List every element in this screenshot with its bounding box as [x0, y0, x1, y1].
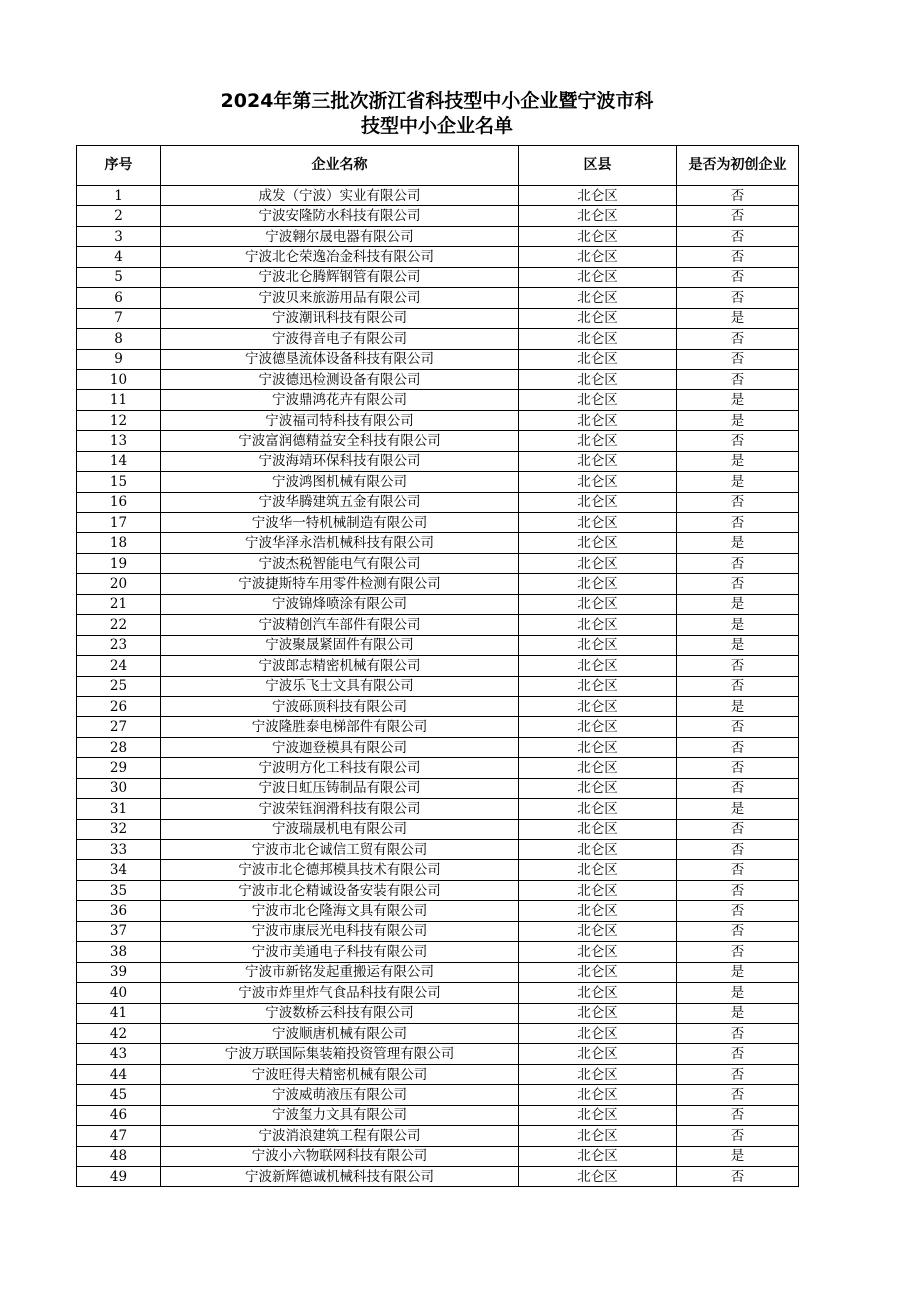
- cell-is-startup: 否: [677, 901, 799, 921]
- cell-serial-number: 36: [77, 901, 161, 921]
- cell-company-name: 宁波迦登模具有限公司: [161, 737, 519, 757]
- cell-is-startup: 否: [677, 553, 799, 573]
- table-row: [77, 717, 799, 737]
- cell-is-startup: 否: [677, 1085, 799, 1105]
- cell-company-name: 宁波乐飞士文具有限公司: [161, 676, 519, 696]
- table-row: [77, 410, 799, 430]
- table-row: [77, 369, 799, 389]
- cell-company-name: 宁波锦烽喷涂有限公司: [161, 594, 519, 614]
- table-row: [77, 594, 799, 614]
- cell-district: 北仑区: [519, 778, 677, 798]
- header-serial-number: 序号: [77, 146, 161, 186]
- table-row: [77, 349, 799, 369]
- cell-district: 北仑区: [519, 329, 677, 349]
- cell-is-startup: 否: [677, 1105, 799, 1125]
- cell-is-startup: 是: [677, 308, 799, 328]
- table-row: [77, 942, 799, 962]
- cell-serial-number: 9: [77, 349, 161, 369]
- cell-serial-number: 47: [77, 1126, 161, 1146]
- cell-is-startup: 是: [677, 1003, 799, 1023]
- cell-serial-number: 43: [77, 1044, 161, 1064]
- cell-serial-number: 28: [77, 737, 161, 757]
- table-row: [77, 880, 799, 900]
- cell-is-startup: 是: [677, 983, 799, 1003]
- cell-district: 北仑区: [519, 635, 677, 655]
- cell-serial-number: 19: [77, 553, 161, 573]
- cell-district: 北仑区: [519, 226, 677, 246]
- table-row: [77, 696, 799, 716]
- cell-is-startup: 是: [677, 472, 799, 492]
- cell-is-startup: 否: [677, 513, 799, 533]
- cell-district: 北仑区: [519, 410, 677, 430]
- cell-is-startup: 否: [677, 1126, 799, 1146]
- cell-district: 北仑区: [519, 451, 677, 471]
- cell-company-name: 宁波顺唐机械有限公司: [161, 1023, 519, 1043]
- cell-is-startup: 是: [677, 696, 799, 716]
- table-row: [77, 1003, 799, 1023]
- table-row: [77, 737, 799, 757]
- cell-is-startup: 是: [677, 594, 799, 614]
- table-row: [77, 983, 799, 1003]
- cell-company-name: 宁波市新铭发起重搬运有限公司: [161, 962, 519, 982]
- cell-district: 北仑区: [519, 369, 677, 389]
- cell-district: 北仑区: [519, 574, 677, 594]
- cell-is-startup: 否: [677, 1023, 799, 1043]
- cell-company-name: 宁波鼎鸿花卉有限公司: [161, 390, 519, 410]
- table-body: [77, 186, 799, 1187]
- cell-district: 北仑区: [519, 1105, 677, 1125]
- cell-is-startup: 否: [677, 942, 799, 962]
- cell-district: 北仑区: [519, 1085, 677, 1105]
- cell-is-startup: 否: [677, 247, 799, 267]
- table-row: [77, 840, 799, 860]
- cell-serial-number: 44: [77, 1064, 161, 1084]
- cell-company-name: 宁波明方化工科技有限公司: [161, 758, 519, 778]
- cell-serial-number: 18: [77, 533, 161, 553]
- cell-company-name: 宁波市炸里炸气食品科技有限公司: [161, 983, 519, 1003]
- cell-serial-number: 35: [77, 880, 161, 900]
- cell-is-startup: 是: [677, 390, 799, 410]
- cell-serial-number: 25: [77, 676, 161, 696]
- cell-company-name: 宁波旺得夫精密机械有限公司: [161, 1064, 519, 1084]
- cell-company-name: 宁波砾顶科技有限公司: [161, 696, 519, 716]
- cell-serial-number: 8: [77, 329, 161, 349]
- cell-company-name: 宁波翱尔晟电器有限公司: [161, 226, 519, 246]
- cell-company-name: 宁波华一特机械制造有限公司: [161, 513, 519, 533]
- cell-district: 北仑区: [519, 799, 677, 819]
- table-row: [77, 574, 799, 594]
- cell-district: 北仑区: [519, 186, 677, 206]
- table-row: [77, 206, 799, 226]
- cell-district: 北仑区: [519, 880, 677, 900]
- cell-company-name: 宁波德垦流体设备科技有限公司: [161, 349, 519, 369]
- cell-serial-number: 30: [77, 778, 161, 798]
- cell-company-name: 宁波市美通电子科技有限公司: [161, 942, 519, 962]
- table-row: [77, 1044, 799, 1064]
- cell-district: 北仑区: [519, 1126, 677, 1146]
- cell-serial-number: 40: [77, 983, 161, 1003]
- cell-company-name: 宁波捷斯特车用零件检测有限公司: [161, 574, 519, 594]
- cell-serial-number: 7: [77, 308, 161, 328]
- cell-serial-number: 14: [77, 451, 161, 471]
- cell-serial-number: 1: [77, 186, 161, 206]
- cell-company-name: 宁波福司特科技有限公司: [161, 410, 519, 430]
- cell-serial-number: 45: [77, 1085, 161, 1105]
- cell-serial-number: 37: [77, 921, 161, 941]
- table-row: [77, 1023, 799, 1043]
- cell-serial-number: 31: [77, 799, 161, 819]
- cell-is-startup: 否: [677, 288, 799, 308]
- table-row: [77, 921, 799, 941]
- cell-serial-number: 24: [77, 656, 161, 676]
- cell-serial-number: 41: [77, 1003, 161, 1023]
- table-row: [77, 799, 799, 819]
- cell-is-startup: 否: [677, 717, 799, 737]
- cell-serial-number: 4: [77, 247, 161, 267]
- cell-company-name: 宁波德迅检测设备有限公司: [161, 369, 519, 389]
- cell-company-name: 宁波聚晟紧固件有限公司: [161, 635, 519, 655]
- table-row: [77, 431, 799, 451]
- cell-company-name: 宁波新辉德诚机械科技有限公司: [161, 1167, 519, 1187]
- cell-serial-number: 46: [77, 1105, 161, 1125]
- cell-district: 北仑区: [519, 983, 677, 1003]
- cell-company-name: 宁波华腾建筑五金有限公司: [161, 492, 519, 512]
- table-row: [77, 635, 799, 655]
- header-is-startup: 是否为初创企业: [677, 146, 799, 186]
- cell-district: 北仑区: [519, 1003, 677, 1023]
- table-row: [77, 308, 799, 328]
- cell-is-startup: 是: [677, 615, 799, 635]
- cell-is-startup: 否: [677, 921, 799, 941]
- cell-district: 北仑区: [519, 901, 677, 921]
- cell-district: 北仑区: [519, 840, 677, 860]
- cell-serial-number: 17: [77, 513, 161, 533]
- table-row: [77, 615, 799, 635]
- cell-district: 北仑区: [519, 1064, 677, 1084]
- cell-is-startup: 否: [677, 1167, 799, 1187]
- table-header: [77, 146, 799, 186]
- cell-serial-number: 42: [77, 1023, 161, 1043]
- cell-district: 北仑区: [519, 942, 677, 962]
- table-row: [77, 226, 799, 246]
- cell-is-startup: 否: [677, 1064, 799, 1084]
- cell-company-name: 宁波得音电子有限公司: [161, 329, 519, 349]
- cell-serial-number: 11: [77, 390, 161, 410]
- cell-serial-number: 15: [77, 472, 161, 492]
- cell-serial-number: 2: [77, 206, 161, 226]
- cell-is-startup: 否: [677, 737, 799, 757]
- cell-serial-number: 29: [77, 758, 161, 778]
- cell-serial-number: 5: [77, 267, 161, 287]
- cell-district: 北仑区: [519, 717, 677, 737]
- cell-company-name: 宁波万联国际集装箱投资管理有限公司: [161, 1044, 519, 1064]
- cell-company-name: 宁波瑞晟机电有限公司: [161, 819, 519, 839]
- document-title-line-2: 技型中小企业名单: [360, 115, 513, 137]
- cell-company-name: 宁波市北仑诚信工贸有限公司: [161, 840, 519, 860]
- table-row: [77, 901, 799, 921]
- table-row: [77, 1105, 799, 1125]
- cell-district: 北仑区: [519, 860, 677, 880]
- cell-is-startup: 否: [677, 656, 799, 676]
- cell-is-startup: 否: [677, 758, 799, 778]
- cell-district: 北仑区: [519, 1023, 677, 1043]
- cell-district: 北仑区: [519, 553, 677, 573]
- cell-is-startup: 否: [677, 186, 799, 206]
- cell-company-name: 宁波小六物联网科技有限公司: [161, 1146, 519, 1166]
- table-row: [77, 390, 799, 410]
- cell-district: 北仑区: [519, 533, 677, 553]
- header-company-name: 企业名称: [161, 146, 519, 186]
- table-row: [77, 860, 799, 880]
- table-row: [77, 819, 799, 839]
- cell-serial-number: 21: [77, 594, 161, 614]
- cell-is-startup: 否: [677, 778, 799, 798]
- cell-district: 北仑区: [519, 758, 677, 778]
- cell-serial-number: 16: [77, 492, 161, 512]
- cell-is-startup: 否: [677, 860, 799, 880]
- cell-serial-number: 23: [77, 635, 161, 655]
- cell-district: 北仑区: [519, 737, 677, 757]
- table-row: [77, 288, 799, 308]
- cell-district: 北仑区: [519, 513, 677, 533]
- cell-is-startup: 否: [677, 267, 799, 287]
- cell-district: 北仑区: [519, 390, 677, 410]
- cell-company-name: 宁波威萌液压有限公司: [161, 1085, 519, 1105]
- cell-company-name: 宁波华泽永浩机械科技有限公司: [161, 533, 519, 553]
- cell-serial-number: 10: [77, 369, 161, 389]
- cell-company-name: 宁波玺力文具有限公司: [161, 1105, 519, 1125]
- table-row: [77, 553, 799, 573]
- cell-company-name: 成发（宁波）实业有限公司: [161, 186, 519, 206]
- table-row: [77, 676, 799, 696]
- cell-district: 北仑区: [519, 431, 677, 451]
- cell-is-startup: 否: [677, 329, 799, 349]
- cell-district: 北仑区: [519, 594, 677, 614]
- cell-is-startup: 否: [677, 492, 799, 512]
- cell-is-startup: 是: [677, 799, 799, 819]
- cell-is-startup: 是: [677, 533, 799, 553]
- cell-company-name: 宁波数桥云科技有限公司: [161, 1003, 519, 1023]
- cell-is-startup: 是: [677, 635, 799, 655]
- cell-is-startup: 否: [677, 431, 799, 451]
- cell-company-name: 宁波郎志精密机械有限公司: [161, 656, 519, 676]
- table-row: [77, 1167, 799, 1187]
- cell-serial-number: 27: [77, 717, 161, 737]
- cell-company-name: 宁波精创汽车部件有限公司: [161, 615, 519, 635]
- table-row: [77, 492, 799, 512]
- cell-company-name: 宁波市北仑德邦模具技术有限公司: [161, 860, 519, 880]
- table-row: [77, 778, 799, 798]
- cell-company-name: 宁波北仑荣逸冶金科技有限公司: [161, 247, 519, 267]
- cell-is-startup: 否: [677, 206, 799, 226]
- cell-serial-number: 33: [77, 840, 161, 860]
- cell-company-name: 宁波潮讯科技有限公司: [161, 308, 519, 328]
- cell-district: 北仑区: [519, 1044, 677, 1064]
- cell-serial-number: 22: [77, 615, 161, 635]
- cell-is-startup: 否: [677, 880, 799, 900]
- cell-company-name: 宁波市北仑隆海文具有限公司: [161, 901, 519, 921]
- cell-serial-number: 34: [77, 860, 161, 880]
- cell-company-name: 宁波荣钰润滑科技有限公司: [161, 799, 519, 819]
- cell-district: 北仑区: [519, 615, 677, 635]
- cell-company-name: 宁波杰税智能电气有限公司: [161, 553, 519, 573]
- cell-district: 北仑区: [519, 472, 677, 492]
- cell-district: 北仑区: [519, 921, 677, 941]
- cell-company-name: 宁波隆胜泰电梯部件有限公司: [161, 717, 519, 737]
- table-row: [77, 186, 799, 206]
- cell-is-startup: 否: [677, 840, 799, 860]
- table-row: [77, 1085, 799, 1105]
- cell-is-startup: 是: [677, 410, 799, 430]
- cell-district: 北仑区: [519, 267, 677, 287]
- cell-serial-number: 13: [77, 431, 161, 451]
- table-row: [77, 472, 799, 492]
- table-row: [77, 533, 799, 553]
- cell-serial-number: 26: [77, 696, 161, 716]
- cell-company-name: 宁波日虹压铸制品有限公司: [161, 778, 519, 798]
- cell-district: 北仑区: [519, 819, 677, 839]
- cell-district: 北仑区: [519, 349, 677, 369]
- cell-district: 北仑区: [519, 696, 677, 716]
- cell-serial-number: 39: [77, 962, 161, 982]
- table-row: [77, 513, 799, 533]
- cell-is-startup: 是: [677, 1146, 799, 1166]
- enterprise-list-table: [76, 145, 799, 1187]
- cell-company-name: 宁波安隆防水科技有限公司: [161, 206, 519, 226]
- cell-district: 北仑区: [519, 676, 677, 696]
- cell-is-startup: 否: [677, 676, 799, 696]
- header-row: [77, 146, 799, 186]
- cell-company-name: 宁波北仑腾辉钢管有限公司: [161, 267, 519, 287]
- table-row: [77, 656, 799, 676]
- cell-serial-number: 12: [77, 410, 161, 430]
- cell-district: 北仑区: [519, 247, 677, 267]
- table-row: [77, 267, 799, 287]
- cell-district: 北仑区: [519, 1146, 677, 1166]
- cell-company-name: 宁波市康辰光电科技有限公司: [161, 921, 519, 941]
- header-district: 区县: [519, 146, 677, 186]
- cell-is-startup: 否: [677, 369, 799, 389]
- cell-is-startup: 否: [677, 1044, 799, 1064]
- cell-district: 北仑区: [519, 308, 677, 328]
- cell-serial-number: 48: [77, 1146, 161, 1166]
- cell-district: 北仑区: [519, 206, 677, 226]
- cell-district: 北仑区: [519, 492, 677, 512]
- table-row: [77, 329, 799, 349]
- table-row: [77, 247, 799, 267]
- table-row: [77, 1126, 799, 1146]
- table-row: [77, 758, 799, 778]
- cell-is-startup: 否: [677, 349, 799, 369]
- cell-serial-number: 3: [77, 226, 161, 246]
- cell-district: 北仑区: [519, 962, 677, 982]
- cell-company-name: 宁波鸿图机械有限公司: [161, 472, 519, 492]
- cell-company-name: 宁波海靖环保科技有限公司: [161, 451, 519, 471]
- cell-is-startup: 否: [677, 819, 799, 839]
- cell-is-startup: 是: [677, 451, 799, 471]
- document-title-line-1: 2024年第三批次浙江省科技型中小企业暨宁波市科: [220, 90, 654, 112]
- cell-serial-number: 32: [77, 819, 161, 839]
- cell-serial-number: 6: [77, 288, 161, 308]
- cell-company-name: 宁波市北仑精诚设备安装有限公司: [161, 880, 519, 900]
- cell-serial-number: 38: [77, 942, 161, 962]
- cell-is-startup: 否: [677, 574, 799, 594]
- table-row: [77, 1146, 799, 1166]
- cell-district: 北仑区: [519, 656, 677, 676]
- cell-district: 北仑区: [519, 288, 677, 308]
- cell-company-name: 宁波富润德精益安全科技有限公司: [161, 431, 519, 451]
- table-row: [77, 451, 799, 471]
- cell-company-name: 宁波贝来旅游用品有限公司: [161, 288, 519, 308]
- table-row: [77, 1064, 799, 1084]
- cell-is-startup: 是: [677, 962, 799, 982]
- table-row: [77, 962, 799, 982]
- cell-serial-number: 49: [77, 1167, 161, 1187]
- cell-is-startup: 否: [677, 226, 799, 246]
- cell-serial-number: 20: [77, 574, 161, 594]
- cell-district: 北仑区: [519, 1167, 677, 1187]
- cell-company-name: 宁波消浪建筑工程有限公司: [161, 1126, 519, 1146]
